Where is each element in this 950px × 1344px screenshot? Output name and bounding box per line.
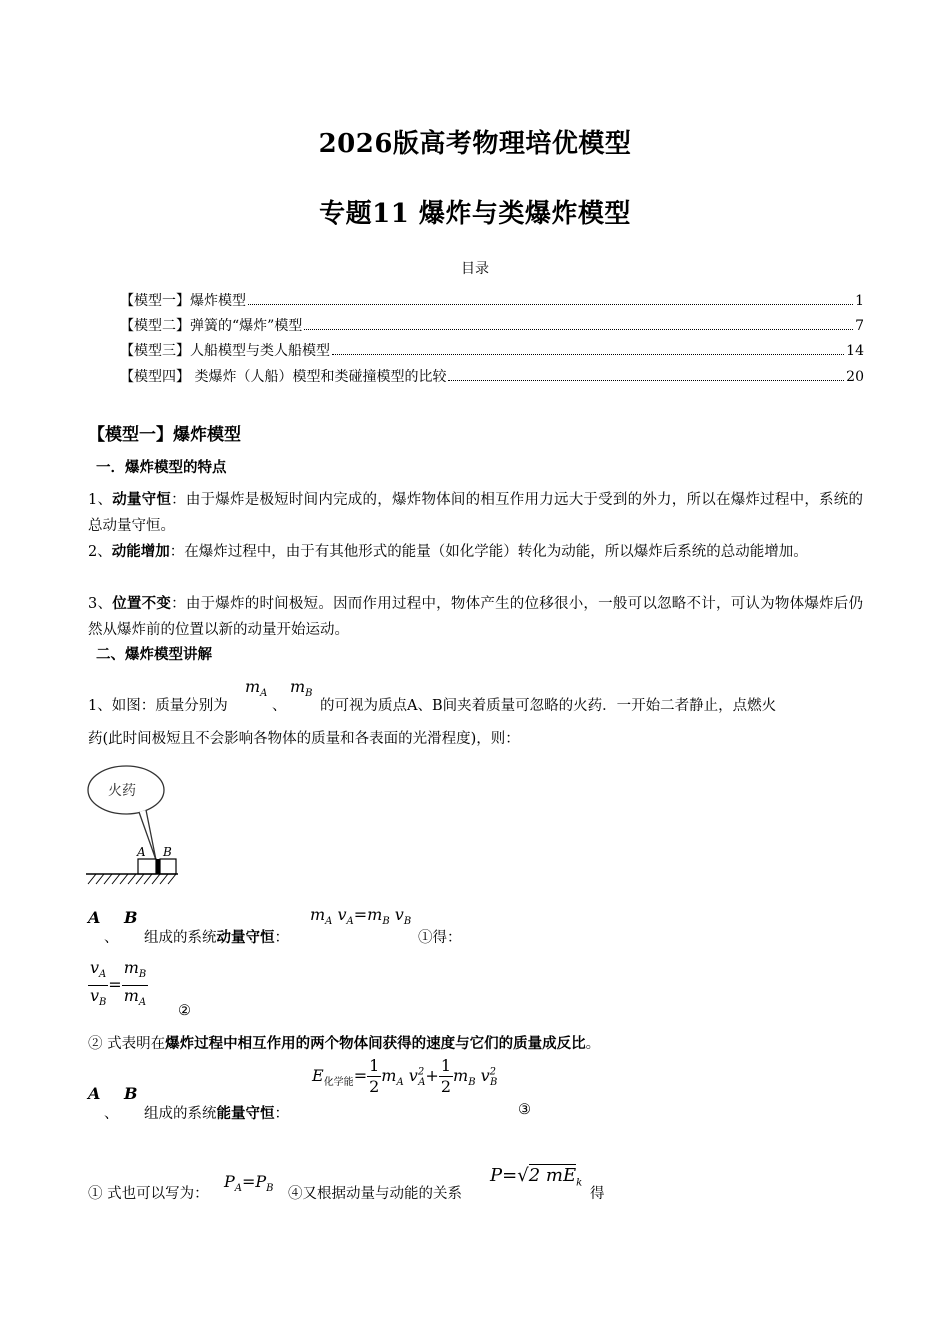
ground-hatching <box>88 874 176 884</box>
toc-leader <box>304 319 853 330</box>
equation-velocity-ratio: $\frac{v_A}{v_B}$ = $\frac{m_B}{m_A}$ <box>88 958 148 1013</box>
toc-page: 14 <box>846 343 864 359</box>
figure-label-b: B <box>163 845 172 859</box>
figure-label-a: A <box>137 845 146 859</box>
toc-page: 20 <box>846 369 864 385</box>
label-position: 位置不变 <box>112 595 172 612</box>
text-mass-intro: 1、如图：质量分别为 <box>88 698 228 714</box>
text-eq2-mark: ② <box>178 1003 191 1019</box>
main-title: 2026版高考物理培优模型 <box>318 129 632 159</box>
symbol-mB: $m_B$ <box>290 677 313 700</box>
text-ab-sep-2: 、 <box>104 1106 119 1122</box>
fraction-m: $\frac{m_B}{m_A}$ <box>123 958 147 1009</box>
symbol-B: B <box>124 908 138 927</box>
fraction-v: $\frac{v_A}{v_B}$ <box>89 958 107 1009</box>
label-kinetic: 动能增加 <box>111 543 170 560</box>
explosion-figure <box>84 762 184 892</box>
figure-label: 火药 <box>108 783 136 799</box>
text-momentum-energy: ④又根据动量与动能的关系 <box>288 1186 462 1202</box>
toc-item-3[interactable] <box>120 340 864 360</box>
paragraph-ratio-meaning: ② 式表明在爆炸过程中相互作用的两个物体间获得的速度与它们的质量成反比。 <box>88 1035 601 1052</box>
symbol-mA: $m_A$ <box>245 677 268 700</box>
block-b <box>160 859 176 874</box>
text-momentum-system: 组成的系统动量守恒： <box>144 929 289 946</box>
toc-page: 1 <box>855 293 864 309</box>
text-ab-sep-1: 、 <box>104 930 119 946</box>
toc-label: 【模型一】爆炸模型 <box>120 293 246 309</box>
toc-heading: 目录 <box>461 261 489 277</box>
text-eq1-mark: ①得： <box>418 930 462 946</box>
toc-item-2[interactable] <box>120 315 864 335</box>
text-mass-desc: 的可视为质点A、B间夹着质量可忽略的火药．一开始二者静止，点燃火 <box>320 698 777 714</box>
toc-page: 7 <box>855 318 864 334</box>
symbol-B-2: B <box>124 1084 138 1103</box>
text-de: 得 <box>590 1186 605 1202</box>
equation-momentum: $m_A$ $v_A=m_B$ $v_B$ <box>310 905 412 928</box>
text-sep: 、 <box>272 698 287 714</box>
toc-leader <box>248 294 853 305</box>
toc-item-1[interactable] <box>120 290 864 310</box>
gunpowder <box>156 859 160 874</box>
toc-label: 【模型四】 类爆炸（人船）模型和类碰撞模型的比较 <box>120 369 447 385</box>
toc-label: 【模型三】人船模型与类人船模型 <box>120 343 330 359</box>
paragraph-kinetic: 2、动能增加：在爆炸过程中，由于有其他形式的能量（如化学能）转化为动能，所以爆炸后系统的总动能增加。 <box>88 543 808 560</box>
equation-pa-pb: $P_A=P_B$ <box>224 1172 274 1195</box>
equation-energy: $E_{化学能}=$ $\frac{1}{2}$ $m_A$ $v^2_A+$ $\frac{1}{2}$ $m_B$ $v^2_B$ <box>312 1056 498 1096</box>
subsection-heading-2: 二、爆炸模型讲解 <box>96 646 212 663</box>
toc-item-4[interactable] <box>120 366 864 386</box>
symbol-A-2: A <box>88 1084 101 1103</box>
toc-leader <box>332 344 844 355</box>
paragraph-position: 3、位置不变：由于爆炸的时间极短。因而作用过程中，物体产生的位移很小，一般可以忽略不计，可认为物体爆炸后仍然从爆炸前的位置以新的动量开始运动。 <box>88 595 863 638</box>
paragraph-momentum: 1、动量守恒：由于爆炸是极短时间内完成的，爆炸物体间的相互作用力远大于受到的外力，所以在爆炸过程中，系统的总动量守恒。 <box>88 491 863 534</box>
sub-title: 专题11 爆炸与类爆炸模型 <box>319 199 631 229</box>
equation-p-ek: P=√2 $mE_k$ <box>490 1165 583 1189</box>
text-energy-system: 组成的系统能量守恒： <box>144 1105 289 1122</box>
label-momentum: 动量守恒 <box>112 491 172 508</box>
text-eq3-mark: ③ <box>518 1102 531 1118</box>
section-heading: 【模型一】爆炸模型 <box>88 425 241 445</box>
block-a <box>138 859 156 874</box>
text-gunpowder: 药(此时间极短且不会影响各物体的质量和各表面的光滑程度)，则： <box>88 731 520 747</box>
symbol-A: A <box>88 908 101 927</box>
subsection-heading-1: 一．爆炸模型的特点 <box>96 459 227 476</box>
text-eq1-rewrite: ① 式也可以写为： <box>88 1186 209 1202</box>
toc-leader <box>448 370 844 381</box>
toc-label: 【模型二】弹簧的“爆炸”模型 <box>120 318 303 334</box>
